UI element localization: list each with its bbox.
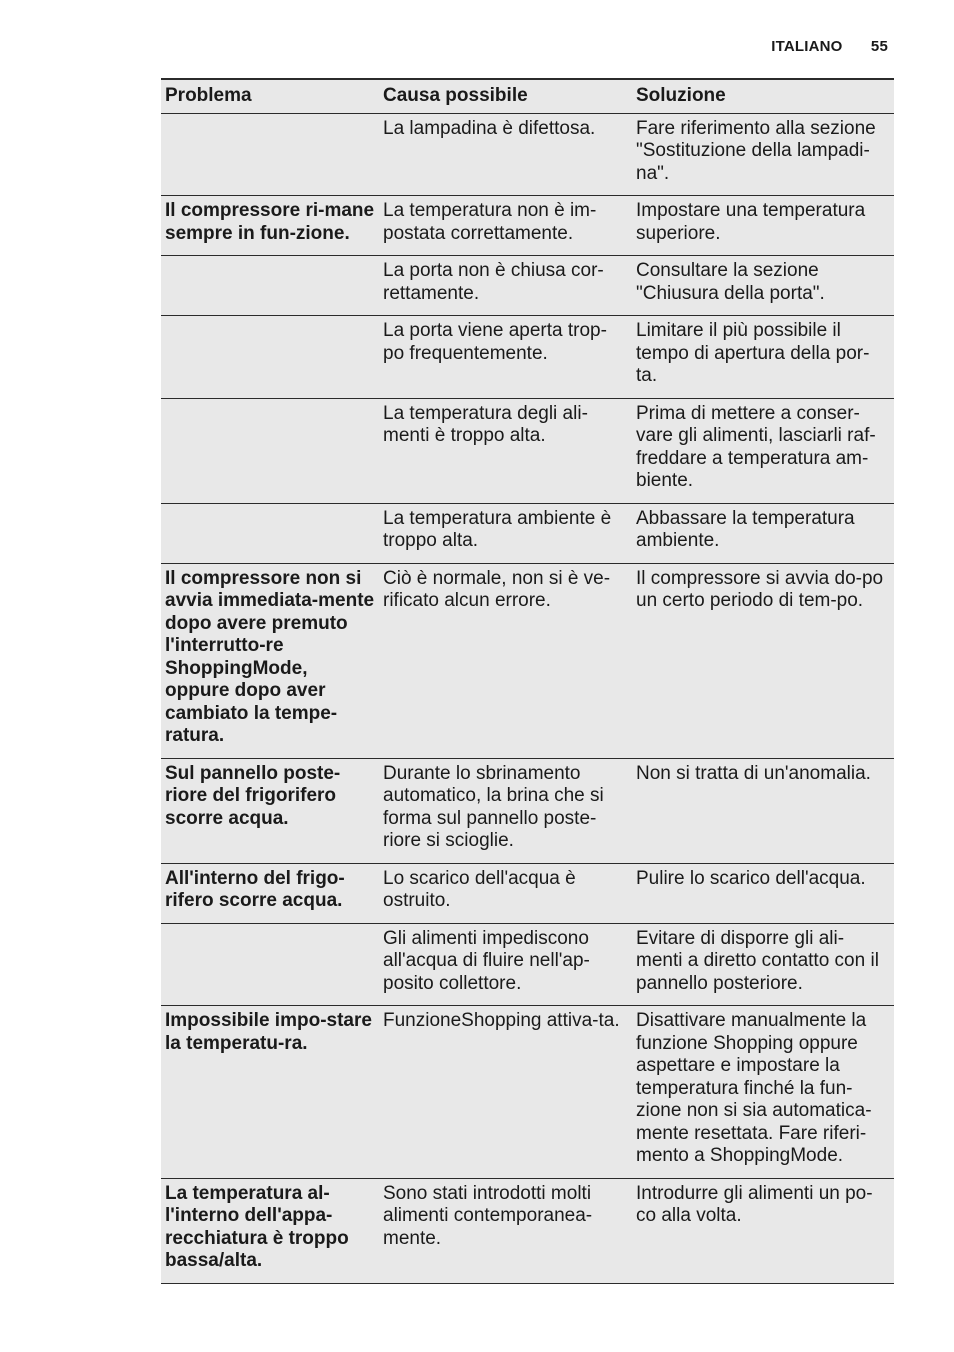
solution-cell: Non si tratta di un'anomalia. (632, 758, 894, 863)
problem-cell (161, 398, 379, 503)
cause-cell: La porta viene aperta trop-po frequentemente. (379, 316, 632, 399)
table-header-row (161, 79, 894, 113)
solution-cell: Limitare il più possibile il tempo di apertura della por-ta. (632, 316, 894, 399)
solution-cell: Fare riferimento alla sezione "Sostituzione della lampadi-na". (632, 113, 894, 196)
solution-cell: Evitare di disporre gli ali-menti a diretto contatto con il pannello posteriore. (632, 923, 894, 1006)
table-row (161, 563, 894, 758)
language-label: ITALIANO (771, 38, 843, 55)
table-row (161, 113, 894, 196)
page-number: 55 (870, 38, 888, 55)
table-row (161, 398, 894, 503)
cause-cell: Durante lo sbrinamento automatico, la brina che si forma sul pannello poste-riore si scioglie. (379, 758, 632, 863)
cause-cell: La temperatura ambiente è troppo alta. (379, 503, 632, 563)
problem-cell (161, 316, 379, 399)
table-row (161, 1006, 894, 1179)
table-row (161, 503, 894, 563)
problem-cell (161, 923, 379, 1006)
solution-cell: Prima di mettere a conser-vare gli alimenti, lasciarli raf-freddare a temperatura am-biente. (632, 398, 894, 503)
problem-cell: All'interno del frigo-rifero scorre acqua. (161, 863, 379, 923)
problem-cell: Sul pannello poste-riore del frigorifero scorre acqua. (161, 758, 379, 863)
cause-cell: Sono stati introdotti molti alimenti contemporanea-mente. (379, 1178, 632, 1283)
column-header-cause: Causa possibile (379, 79, 632, 113)
table-row (161, 863, 894, 923)
column-header-problem: Problema (161, 79, 379, 113)
table-row (161, 196, 894, 256)
cause-cell: Lo scarico dell'acqua è ostruito. (379, 863, 632, 923)
cause-cell: La porta non è chiusa cor-rettamente. (379, 256, 632, 316)
cause-cell: La lampadina è difettosa. (379, 113, 632, 196)
problem-cell: Il compressore ri-mane sempre in fun-zione. (161, 196, 379, 256)
solution-cell: Introdurre gli alimenti un po-co alla volta. (632, 1178, 894, 1283)
solution-cell: Abbassare la temperatura ambiente. (632, 503, 894, 563)
solution-cell: Pulire lo scarico dell'acqua. (632, 863, 894, 923)
cause-cell: Gli alimenti impediscono all'acqua di fluire nell'ap-posito collettore. (379, 923, 632, 1006)
problem-cell (161, 503, 379, 563)
troubleshooting-table (161, 78, 894, 1284)
solution-cell: Disattivare manualmente la funzione Shopping oppure aspettare e impostare la temperatura finché la fun-zione non si sia automatica-mente resettata. Fare riferi-mento a ShoppingMode. (632, 1006, 894, 1179)
table-row (161, 256, 894, 316)
problem-cell (161, 256, 379, 316)
cause-cell: FunzioneShopping attiva-ta. (379, 1006, 632, 1179)
page-header (771, 38, 888, 55)
solution-cell: Il compressore si avvia do-po un certo periodo di tem-po. (632, 563, 894, 758)
table-row (161, 758, 894, 863)
problem-cell: La temperatura al-l'interno dell'appa-recchiatura è troppo bassa/alta. (161, 1178, 379, 1283)
solution-cell: Consultare la sezione "Chiusura della porta". (632, 256, 894, 316)
cause-cell: Ciò è normale, non si è ve-rificato alcun errore. (379, 563, 632, 758)
cause-cell: La temperatura non è im-postata correttamente. (379, 196, 632, 256)
table-body (161, 113, 894, 1283)
table-row (161, 923, 894, 1006)
problem-cell: Il compressore non si avvia immediata-mente dopo avere premuto l'interrutto-re ShoppingMode, oppure dopo aver cambiato la tempe-ratura. (161, 563, 379, 758)
table-row (161, 1178, 894, 1283)
column-header-solution: Soluzione (632, 79, 894, 113)
problem-cell (161, 113, 379, 196)
problem-cell: Impossibile impo-stare la temperatu-ra. (161, 1006, 379, 1179)
table-row (161, 316, 894, 399)
cause-cell: La temperatura degli ali-menti è troppo alta. (379, 398, 632, 503)
solution-cell: Impostare una temperatura superiore. (632, 196, 894, 256)
